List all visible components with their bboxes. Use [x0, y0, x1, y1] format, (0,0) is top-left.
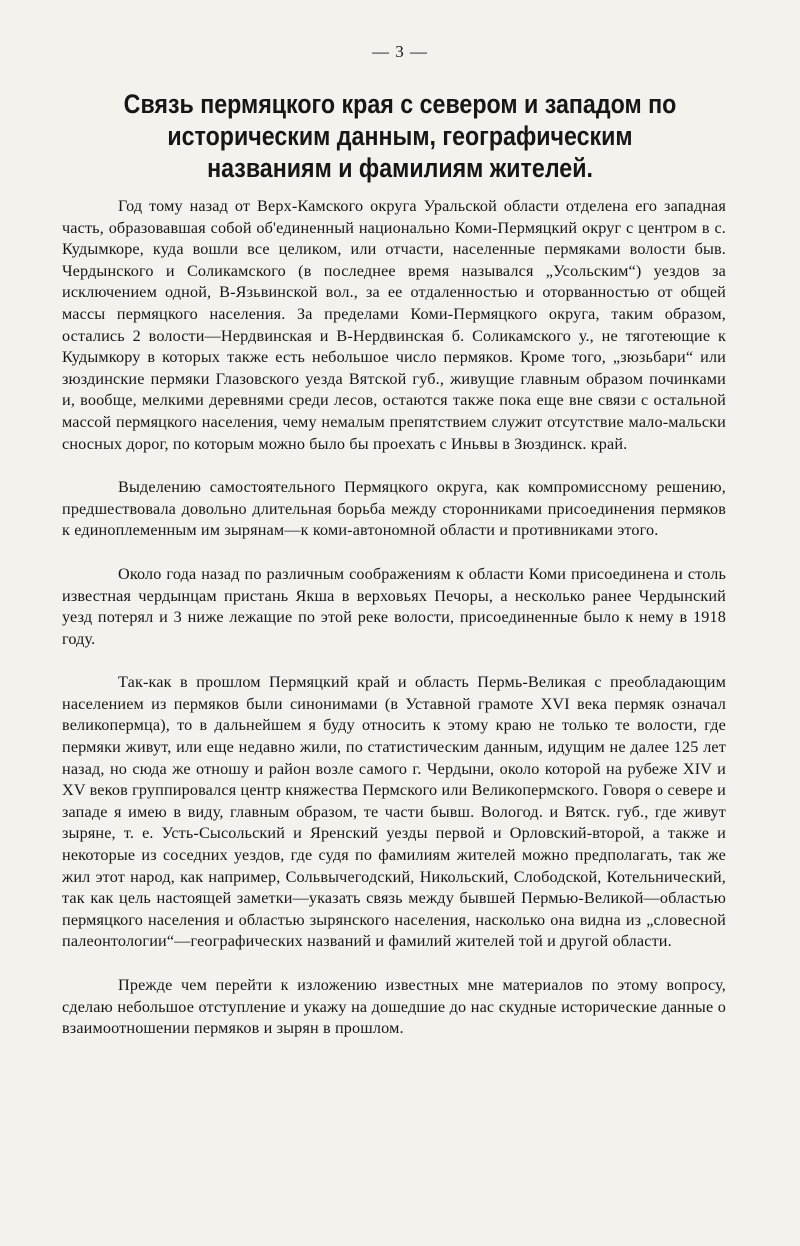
body-text — [62, 196, 726, 1040]
paragraph-5: Прежде чем перейти к изложению известных мне материалов по этому вопросу, сделаю небольшое отступление и укажу на дошедшие до нас скудные исторические данные о взаимоотношении пермяков и зырян в прошлом. — [62, 976, 726, 1038]
page-number: — 3 — — [372, 42, 428, 61]
paragraph-1: Год тому назад от Верх-Камского округа Уральской области отделена его западная часть, образовавшая собой об'единенный национально Коми-Пермяцкий округ с центром в с. Кудымкоре, куда вошли все целиком, или отчасти, населенные пермяками волости быв. Чердынского и Соликамского (в последнее время назывался „Усольским“) уездов за исключением одной, В-Язьвинской вол., за ее отдаленностью и оторванностью от общей массы пермяцкого населения. За пределами Коми-Пермяцкого округа, таким образом, остались 2 волости—Нердвинская и В-Нердвинская б. Соликамского у., не тяготеющие к Кудымкору в которых также есть небольшое число пермяков. Кроме того, „зюзьбари“ или зюздинские пермяки Глазовского уезда Вятской губ., живущие главным образом починками и, вообще, мелкими деревнями среди лесов, остаются также пока еще вне связи с остальной массой пермяцкого населения, чему немалым препятствием служит отсутствие мало-мальски сносных дорог, по которым можно было бы проехать с Иньвы в Зюздинск. край. — [62, 197, 726, 453]
paragraph-4: Так-как в прошлом Пермяцкий край и область Пермь-Великая с преобладающим населением из пермяков были синонимами (в Уставной грамоте XVI века пермяк означал великопермца), то в дальнейшем я буду относить к этому краю не только те волости, где пермяки живут, или еще недавно жили, по статистическим данным, идущим не далее 125 лет назад, но сюда же отношу и район возле самого г. Чердыни, около которой на рубеже XIV и XV веков группировался центр княжества Пермского или Великопермского. Говоря о севере и западе я имею в виду, главным образом, те части бывш. Вологод. и Вятск. губ., где живут зыряне, т. е. Усть-Сысольский и Яренский уезды первой и Орловский-второй, а также и некоторые из соседних уездов, где судя по фамилиям жителей можно предполагать, так же жил этот народ, как например, Сольвычегодский, Никольский, Слободской, Котельнический, так как цель настоящей заметки—указать связь между бывшей Пермью-Великой—областью пермяцкого населения и областью зырянского населения, насколько она видна из „словесной палеонтологии“—географических названий и фамилий жителей той и другой области. — [62, 673, 726, 951]
page-title: Связь пермяцкого края с севером и западом по историческим данным, географическим названиям и фамилиям жителей. — [123, 89, 677, 183]
paragraph-2: Выделению самостоятельного Пермяцкого округа, как компромиссному решению, предшествовала довольно длительная борьба между сторонниками присоединения пермяков к единоплеменным им зырянам—к коми-автономной области и противниками этого. — [62, 478, 726, 540]
paragraph-3: Около года назад по различным соображениям к области Коми присоединена и столь известная чердынцам пристань Якша в верховьях Печоры, а несколько ранее Чердынский уезд потерял и 3 ниже лежащие по этой реке волости, присоединенные было к нему в 1918 году. — [62, 564, 726, 648]
